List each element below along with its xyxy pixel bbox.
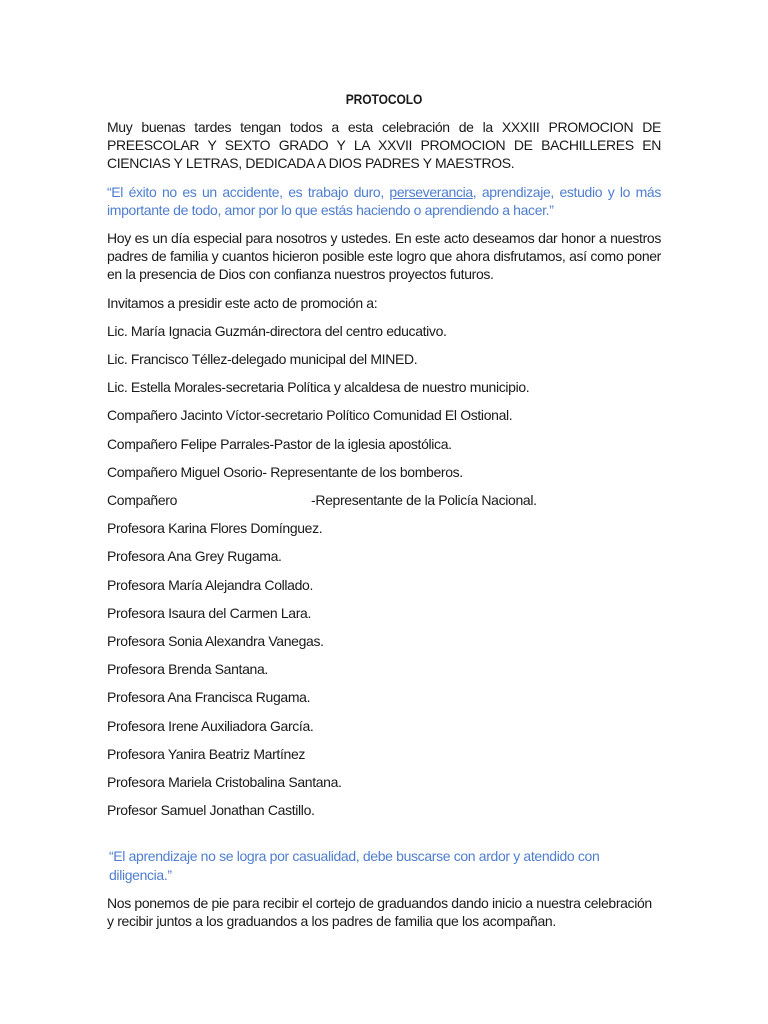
list-item: Compañero Felipe Parrales-Pastor de la iglesia apostólica. xyxy=(107,435,452,452)
document-page xyxy=(107,90,661,930)
quote-success-after: , aprendizaje, estudio y lo más importante de todo, amor por lo que estás haciendo o aprendiendo a hacer.” xyxy=(107,183,661,218)
invite-line: Invitamos a presidir este acto de promoción a: xyxy=(107,294,378,311)
list-item: Lic. María Ignacia Guzmán-directora del centro educativo. xyxy=(107,322,447,339)
police-line xyxy=(107,491,661,509)
list-item: Profesor Samuel Jonathan Castillo. xyxy=(107,802,315,819)
police-left: Compañero xyxy=(107,492,178,509)
list-item: Profesora Ana Grey Rugama. xyxy=(107,548,282,565)
list-item: Lic. Francisco Téllez-delegado municipal del MINED. xyxy=(107,351,418,368)
list-item: Profesora María Alejandra Collado. xyxy=(107,576,313,593)
quote-learning: “El aprendizaje no se logra por casualidad, debe buscarse con ardor y atendido con diligencia.” xyxy=(109,848,600,883)
list-item: Profesora Yanira Beatriz Martínez xyxy=(107,745,306,762)
special-day-paragraph: Hoy es un día especial para nosotros y ustedes. En este acto deseamos dar honor a nuestros padres de familia y cuantos hicieron posible este logro que ahora disfrutamos, así como poner en la presencia de Dios con confianza nuestros proyectos futuros. xyxy=(107,230,661,283)
quote-success xyxy=(107,183,661,219)
list-item: Lic. Estella Morales-secretaria Política y alcaldesa de nuestro municipio. xyxy=(107,379,530,396)
attendees-list xyxy=(107,294,661,820)
police-right: -Representante de la Policía Nacional. xyxy=(311,492,537,509)
list-item: Profesora Mariela Cristobalina Santana. xyxy=(107,774,342,791)
list-item: Profesora Sonia Alexandra Vanegas. xyxy=(107,633,324,650)
quote-success-before: “El éxito no es un accidente, es trabajo duro, xyxy=(107,183,390,200)
list-item: Profesora Isaura del Carmen Lara. xyxy=(107,604,312,621)
closing-paragraph: Nos ponemos de pie para recibir el cortejo de graduandos dando inicio a nuestra celebración y recibir juntos a los graduandos a los padres de familia que los acompañan. xyxy=(107,894,652,930)
perseverancia-link[interactable]: perseverancia xyxy=(389,183,473,200)
document-title: PROTOCOLO xyxy=(345,91,423,107)
list-item: Profesora Karina Flores Domínguez. xyxy=(107,520,323,537)
list-item: Profesora Irene Auxiliadora García. xyxy=(107,717,314,734)
list-item: Compañero Jacinto Víctor-secretario Político Comunidad El Ostional. xyxy=(107,407,513,424)
list-item: Compañero Miguel Osorio- Representante de los bomberos. xyxy=(107,463,463,480)
list-item: Profesora Ana Francisca Rugama. xyxy=(107,689,311,706)
list-item: Profesora Brenda Santana. xyxy=(107,661,268,678)
intro-paragraph: Muy buenas tardes tengan todos a esta celebración de la XXXIII PROMOCION DE PREESCOLAR Y SEXTO GRADO Y LA XXVII PROMOCION DE BACHILLERES EN CIENCIAS Y LETRAS, DEDICADA A DIOS PADRES Y MAESTROS. xyxy=(107,119,661,172)
